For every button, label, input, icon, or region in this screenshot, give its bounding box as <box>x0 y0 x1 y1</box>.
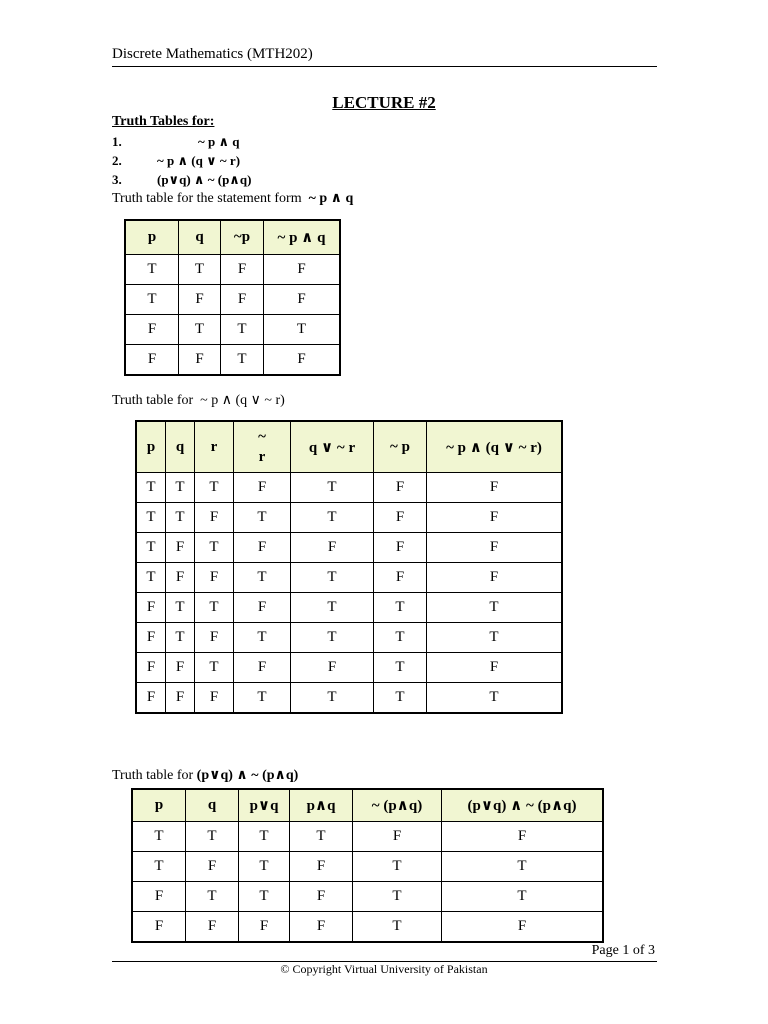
table-cell: T <box>132 822 186 852</box>
caption-text: Truth table for the statement form <box>112 191 302 206</box>
table-cell: T <box>179 315 221 345</box>
column-header: p <box>136 421 166 473</box>
page-number: Page 1 of 3 <box>591 943 655 958</box>
truth-table-1 <box>124 219 341 376</box>
table-cell: F <box>125 315 179 345</box>
table-cell: F <box>234 653 291 683</box>
table-cell: T <box>166 473 195 503</box>
table-cell: T <box>221 315 264 345</box>
table-cell: F <box>290 852 353 882</box>
table-cell: T <box>442 852 604 882</box>
table-cell: T <box>221 345 264 376</box>
lecture-title-text: LECTURE #2 <box>332 93 436 112</box>
column-header: ~ (p∧q) <box>353 789 442 822</box>
table-cell: F <box>234 473 291 503</box>
table-cell: F <box>166 653 195 683</box>
table-cell: F <box>427 653 563 683</box>
table-cell: F <box>234 593 291 623</box>
table-cell: F <box>166 683 195 714</box>
column-header: (p∨q) ∧ ~ (p∧q) <box>442 789 604 822</box>
table-cell: T <box>291 623 374 653</box>
column-header: p∨q <box>239 789 290 822</box>
table-row <box>136 533 562 563</box>
column-header: ~ p <box>374 421 427 473</box>
table-cell: F <box>442 822 604 852</box>
toc-expression: ~ p ∧ (q ∨ ~ r) <box>157 153 241 168</box>
table-cell: T <box>374 593 427 623</box>
table-cell: F <box>374 533 427 563</box>
table-cell: T <box>234 563 291 593</box>
table-cell: T <box>234 623 291 653</box>
table-cell: T <box>264 315 341 345</box>
table-cell: T <box>353 852 442 882</box>
table-cell: F <box>132 882 186 912</box>
table-row <box>125 285 340 315</box>
table-cell: T <box>427 683 563 714</box>
table-cell: F <box>353 822 442 852</box>
table-cell: T <box>195 473 234 503</box>
table-cell: T <box>234 503 291 533</box>
table-row <box>125 255 340 285</box>
table-cell: F <box>136 623 166 653</box>
table-row <box>125 345 340 376</box>
table-cell: F <box>442 912 604 943</box>
toc-item <box>112 134 240 150</box>
table-cell: F <box>239 912 290 943</box>
table-cell: T <box>166 503 195 533</box>
column-header: ~ r <box>234 421 291 473</box>
table-cell: T <box>374 653 427 683</box>
column-header: ~p <box>221 220 264 255</box>
table-cell: T <box>291 563 374 593</box>
document-header: Discrete Mathematics (MTH202) <box>112 46 313 62</box>
table-cell: T <box>125 255 179 285</box>
table-cell: T <box>291 683 374 714</box>
column-header: p <box>125 220 179 255</box>
table-cell: T <box>291 473 374 503</box>
table-row <box>136 503 562 533</box>
table-cell: F <box>374 473 427 503</box>
table-cell: F <box>427 473 563 503</box>
table-cell: T <box>166 593 195 623</box>
table-row <box>136 623 562 653</box>
column-header: ~ p ∧ (q ∨ ~ r) <box>427 421 563 473</box>
table-cell: F <box>132 912 186 943</box>
table-cell: F <box>166 533 195 563</box>
table-cell: F <box>290 912 353 943</box>
table-cell: T <box>166 623 195 653</box>
table-cell: F <box>195 503 234 533</box>
table-cell: T <box>136 533 166 563</box>
caption-expression: (p∨q) ∧ ~ (p∧q) <box>196 768 299 783</box>
table-cell: F <box>291 533 374 563</box>
table-cell: F <box>186 852 239 882</box>
toc-number: 1. <box>112 134 122 149</box>
table3-caption <box>112 767 298 784</box>
table-cell: F <box>195 623 234 653</box>
table-cell: T <box>234 683 291 714</box>
truth-table-3 <box>131 788 604 943</box>
table-row <box>136 683 562 714</box>
table-row <box>136 473 562 503</box>
table-header-row <box>125 220 340 255</box>
caption-text: Truth table for <box>112 393 194 408</box>
table-cell: F <box>136 653 166 683</box>
table1-caption <box>112 190 353 207</box>
table-cell: T <box>374 623 427 653</box>
table-cell: F <box>264 255 341 285</box>
truth-table-2 <box>135 420 563 714</box>
table-header-row <box>132 789 603 822</box>
table-cell: T <box>239 882 290 912</box>
table-row <box>132 882 603 912</box>
table-cell: F <box>221 255 264 285</box>
table-cell: F <box>195 683 234 714</box>
table-cell: T <box>427 593 563 623</box>
table-row <box>136 593 562 623</box>
table-cell: T <box>195 533 234 563</box>
table-cell: F <box>136 683 166 714</box>
table-cell: F <box>179 345 221 376</box>
caption-expression: ~ p ∧ (q ∨ ~ r) <box>200 393 285 408</box>
table-cell: F <box>264 285 341 315</box>
table-cell: T <box>291 503 374 533</box>
table-cell: T <box>179 255 221 285</box>
table-row <box>132 912 603 943</box>
toc-heading: Truth Tables for: <box>112 114 215 129</box>
table-cell: T <box>239 852 290 882</box>
table-cell: F <box>290 882 353 912</box>
toc-number: 3. <box>112 172 122 187</box>
table-cell: T <box>353 882 442 912</box>
toc-item <box>112 153 240 169</box>
column-header: r <box>195 421 234 473</box>
column-header: ~ p ∧ q <box>264 220 341 255</box>
column-header: p <box>132 789 186 822</box>
toc-item <box>112 172 251 188</box>
table-cell: T <box>125 285 179 315</box>
table-cell: F <box>374 563 427 593</box>
table-cell: T <box>291 593 374 623</box>
column-header: p∧q <box>290 789 353 822</box>
table-cell: F <box>186 912 239 943</box>
table-cell: F <box>125 345 179 376</box>
table-cell: F <box>427 533 563 563</box>
table-row <box>136 563 562 593</box>
table-cell: T <box>290 822 353 852</box>
table-row <box>136 653 562 683</box>
column-header: q ∨ ~ r <box>291 421 374 473</box>
table-cell: T <box>136 563 166 593</box>
table-row <box>132 822 603 852</box>
table-cell: F <box>374 503 427 533</box>
table-cell: F <box>221 285 264 315</box>
toc-expression: ~ p ∧ q <box>198 134 240 149</box>
table-cell: T <box>427 623 563 653</box>
lecture-title <box>0 93 768 113</box>
caption-text: Truth table for <box>112 768 194 783</box>
column-header: q <box>166 421 195 473</box>
table-cell: F <box>427 503 563 533</box>
table-cell: F <box>427 563 563 593</box>
table-cell: F <box>179 285 221 315</box>
table-cell: F <box>195 563 234 593</box>
table-row <box>132 852 603 882</box>
header-rule <box>112 66 657 67</box>
table-row <box>125 315 340 345</box>
table-cell: T <box>353 912 442 943</box>
column-header: q <box>179 220 221 255</box>
column-header: q <box>186 789 239 822</box>
copyright-notice: © Copyright Virtual University of Pakistan <box>280 962 488 976</box>
table2-caption <box>112 392 285 409</box>
toc-expression: (p∨q) ∧ ~ (p∧q) <box>157 172 252 187</box>
table-cell: T <box>195 653 234 683</box>
table-cell: T <box>186 822 239 852</box>
table-cell: F <box>291 653 374 683</box>
table-cell: T <box>374 683 427 714</box>
table-cell: F <box>234 533 291 563</box>
caption-expression: ~ p ∧ q <box>308 191 354 206</box>
table-cell: F <box>264 345 341 376</box>
table-cell: T <box>186 882 239 912</box>
table-cell: F <box>166 563 195 593</box>
table-cell: T <box>136 473 166 503</box>
table-header-row <box>136 421 562 473</box>
table-cell: F <box>136 593 166 623</box>
table-cell: T <box>239 822 290 852</box>
toc-number: 2. <box>112 153 122 168</box>
table-cell: T <box>195 593 234 623</box>
table-cell: T <box>132 852 186 882</box>
table-cell: T <box>136 503 166 533</box>
table-cell: T <box>442 882 604 912</box>
